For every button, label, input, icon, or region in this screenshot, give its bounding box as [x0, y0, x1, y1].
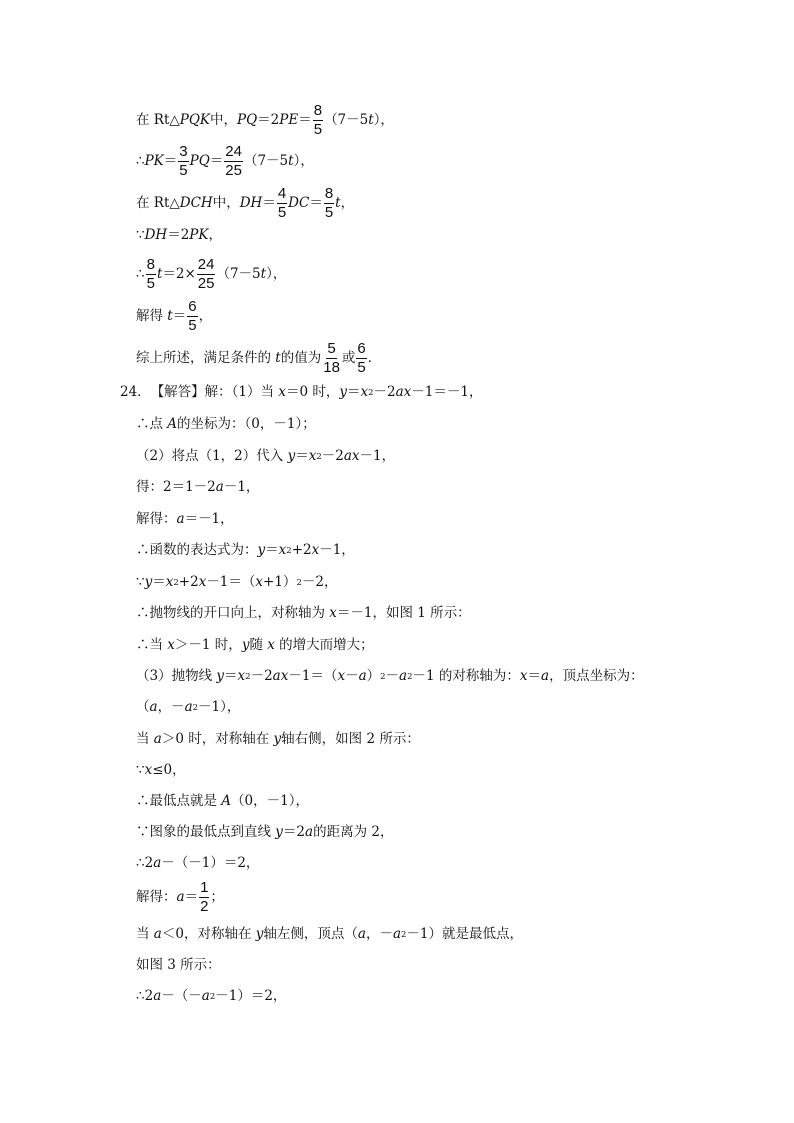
math-var: x [360, 384, 369, 400]
text: 随 [249, 637, 268, 653]
text: +2 [178, 574, 199, 590]
text: －2 [250, 668, 273, 684]
denominator: 5 [146, 274, 155, 292]
text: ＞0 时，对称轴在 [161, 731, 274, 747]
math-var: ax [395, 384, 412, 400]
denominator: 25 [197, 274, 215, 292]
text: ＝2 [282, 824, 306, 840]
denominator: 5 [188, 316, 197, 334]
fraction [187, 299, 197, 334]
exponent: 2 [401, 929, 407, 940]
math-var: x [144, 762, 153, 778]
text: ∵图象的最低点到直线 [136, 824, 276, 840]
denominator: 25 [225, 161, 242, 179]
math-var: a [215, 479, 224, 495]
math-var: t [275, 349, 281, 366]
numerator: 8 [324, 185, 334, 202]
text: ＝ [527, 668, 542, 684]
math-var: a [176, 888, 185, 905]
exponent: 2 [173, 577, 179, 588]
math-var: x [308, 448, 317, 464]
math-var: x [198, 574, 207, 590]
text: ＝2× [162, 265, 196, 282]
text: ∴点 [136, 416, 168, 432]
text: －2， [301, 574, 338, 590]
solution24-line-14 [136, 795, 309, 809]
text: 的坐标为：（0，－1）； [177, 416, 316, 432]
text: －1＝－1， [411, 384, 483, 400]
math-var: y [255, 926, 264, 942]
exponent: 2 [368, 387, 374, 398]
denominator: 2 [200, 897, 209, 915]
text: ，－ [365, 926, 393, 942]
text: ∴ [136, 152, 145, 169]
math-var: x [329, 605, 337, 621]
text: ∵ [136, 762, 145, 778]
fraction [324, 186, 334, 221]
text: ＝ [163, 152, 178, 169]
math-var: PQ [237, 111, 258, 128]
text: 当 [136, 731, 154, 747]
text: 的距离为 2， [313, 824, 394, 840]
fraction [356, 341, 366, 376]
text: － [345, 668, 359, 684]
solution23-line-6 [136, 299, 212, 334]
math-var: y [275, 824, 283, 840]
math-var: ax [343, 448, 360, 464]
solution24-line-2 [136, 418, 316, 432]
math-var: t [288, 152, 294, 169]
text: ＝2 [167, 227, 190, 243]
text: 解得 [136, 307, 168, 324]
math-var: x [278, 384, 286, 400]
solution24-line-9 [136, 639, 374, 653]
exponent: 2 [316, 451, 322, 462]
text: ∵ [136, 574, 145, 590]
text: ∵ [136, 227, 145, 243]
solution24-line-15 [136, 826, 393, 840]
math-var: a [201, 988, 210, 1004]
text: 得：2＝1－2 [136, 479, 216, 495]
text: 在 Rt△ [136, 194, 180, 211]
exponent: 2 [245, 671, 251, 682]
exponent: 2 [380, 671, 386, 682]
solution23-line-2 [136, 144, 314, 179]
text: 当 [136, 926, 154, 942]
text: ＝2 [257, 111, 280, 128]
solution24-line-19 [136, 959, 221, 973]
text: （2）将点（1，2）代入 [136, 448, 288, 464]
text: 解得： [136, 511, 177, 527]
solution24-line-5 [136, 513, 234, 527]
text: 轴左侧，顶点（ [263, 926, 358, 942]
text: －1）＝2， [215, 988, 287, 1004]
math-var: t [260, 265, 267, 282]
exponent: 2 [209, 991, 216, 1002]
denominator: 5 [313, 120, 323, 138]
text: ＝－1，如图 1 所示： [336, 605, 471, 621]
text: ＜0，对称轴在 [161, 926, 256, 942]
text: （ [136, 699, 150, 715]
math-var: a [153, 988, 162, 1004]
solution23-line-3 [136, 186, 354, 221]
math-var: DH [239, 194, 263, 211]
numerator: 24 [197, 256, 215, 273]
text: －1＝（ [288, 668, 338, 684]
text: ＝0 时， [285, 384, 340, 400]
math-var: x [519, 668, 528, 684]
text: ＝ [152, 574, 166, 590]
math-var: PQ [189, 152, 210, 169]
math-var: x [255, 574, 264, 590]
math-var: y [257, 542, 266, 558]
text: 在 Rt△ [136, 111, 180, 128]
text: ＝－1， [184, 511, 234, 527]
math-var: t [335, 194, 341, 211]
solution24-line-7 [136, 576, 337, 590]
text: －（－ [161, 988, 202, 1004]
text: ，－ [157, 699, 185, 715]
text: ∴抛物线的开口向上，对称轴为 [136, 605, 330, 621]
math-var: x [267, 637, 275, 653]
text: +2 [291, 542, 312, 558]
text: －2 [321, 448, 344, 464]
text: －1）就是最低点， [406, 926, 524, 942]
text: ＝ [262, 194, 276, 211]
solution24-line-11 [136, 701, 240, 715]
fraction [197, 257, 216, 292]
solution24-line-12 [136, 733, 420, 747]
text: 的值为 [280, 349, 322, 366]
solution24-line-16 [136, 857, 259, 871]
denominator: 5 [277, 203, 287, 221]
text: －2 [373, 384, 396, 400]
text: 轴右侧，如图 2 所示： [281, 731, 420, 747]
text: （7－5 [324, 111, 369, 128]
math-var: x [278, 542, 287, 558]
text: ＝ [309, 194, 323, 211]
fraction [277, 186, 287, 221]
denominator: 5 [179, 161, 188, 179]
math-var: PK [189, 227, 209, 243]
text: －1＝（ [206, 574, 256, 590]
denominator: 5 [357, 358, 366, 376]
fraction [224, 144, 243, 179]
math-var: a [176, 511, 185, 527]
numerator: 4 [277, 185, 287, 202]
fraction [313, 103, 323, 138]
text: 解得： [136, 888, 177, 905]
math-var: DC [288, 194, 310, 211]
text: ∴最低点就是 [136, 793, 222, 809]
text: ）， [373, 111, 394, 128]
numerator: 3 [179, 143, 188, 160]
math-var: t [156, 265, 163, 282]
text: ； [210, 888, 224, 905]
text: 如图 3 所示： [136, 957, 221, 973]
math-var: DCH [179, 194, 213, 211]
math-var: a [358, 668, 367, 684]
text: －1， [359, 448, 396, 464]
solution24-line-6 [136, 544, 355, 558]
math-var: y [144, 574, 153, 590]
text: （0，－1）， [231, 793, 309, 809]
text: ＝ [172, 307, 187, 324]
math-var: A [167, 416, 178, 432]
numerator: 24 [225, 143, 242, 160]
math-var: DH [144, 227, 168, 243]
math-var: x [237, 668, 246, 684]
text: ） [366, 668, 381, 684]
text: ）， [293, 152, 314, 169]
math-var: a [305, 824, 314, 840]
text: ∴2 [136, 855, 154, 871]
math-var: a [357, 926, 366, 942]
solution24-line-17 [136, 880, 224, 915]
math-var: y [339, 384, 347, 400]
text: ， [208, 227, 222, 243]
solution24-line-20 [136, 990, 286, 1004]
text: ， [340, 194, 355, 211]
text: （7－5 [216, 265, 261, 282]
math-var: A [221, 793, 232, 809]
solution24-line-10 [136, 670, 644, 684]
math-var: t [368, 111, 374, 128]
text: ≤0， [152, 762, 186, 778]
math-var: a [149, 699, 158, 715]
exponent: 2 [192, 702, 199, 713]
solution24-line-4 [136, 481, 259, 495]
math-var: x [167, 637, 175, 653]
text: ）， [266, 265, 287, 282]
exponent: 2 [286, 545, 292, 556]
text: ＝ [346, 384, 361, 400]
text: ∴当 [136, 637, 168, 653]
math-var: ax [272, 668, 289, 684]
math-var: y [216, 668, 225, 684]
solution24-line-13 [136, 764, 186, 778]
text: ，顶点坐标为： [549, 668, 644, 684]
text: ＞－1 时， [174, 637, 242, 653]
text: ＝ [265, 542, 279, 558]
text: 或 [341, 349, 356, 366]
numerator: 8 [146, 256, 155, 273]
text: －1， [319, 542, 355, 558]
numerator: 1 [200, 879, 209, 896]
math-var: x [165, 574, 174, 590]
text: +1） [263, 574, 297, 590]
text: （7－5 [243, 152, 289, 169]
solution23-line-5 [136, 257, 286, 292]
math-var: a [184, 699, 193, 715]
solution24-line-1 [120, 386, 482, 400]
text: 中， [212, 194, 240, 211]
solution24-line-8 [136, 607, 471, 621]
numerator: 6 [188, 298, 197, 315]
solution24-line-3 [136, 450, 395, 464]
denominator: 18 [323, 358, 340, 376]
solution23-line-4 [136, 229, 222, 243]
math-var: a [541, 668, 550, 684]
math-var: t [167, 307, 173, 324]
math-var: PQK [179, 111, 211, 128]
text: ∴2 [136, 988, 154, 1004]
solution23-line-7 [136, 341, 381, 376]
math-var: y [241, 637, 250, 653]
denominator: 5 [324, 203, 334, 221]
text: － [385, 668, 400, 684]
math-var: a [399, 668, 408, 684]
text: ＝ [209, 152, 224, 169]
numerator: 6 [357, 340, 366, 357]
math-var: PE [279, 111, 299, 128]
text: －（－1）＝2， [161, 855, 260, 871]
numerator: 5 [327, 340, 336, 357]
text: ∴ [136, 265, 145, 282]
text: 的增大而增大； [274, 637, 374, 653]
text: 【解答】解：（1）当 [150, 384, 279, 400]
fraction [146, 257, 156, 292]
math-var: y [273, 731, 282, 747]
text: ＝ [295, 448, 309, 464]
text: ∴函数的表达式为： [136, 542, 258, 558]
exponent: 2 [296, 577, 302, 588]
solution23-line-1 [136, 103, 394, 138]
text: （3）抛物线 [136, 668, 217, 684]
text: ． [367, 349, 382, 366]
math-var: x [337, 668, 346, 684]
text: 中， [210, 111, 238, 128]
text: ＝ [184, 888, 199, 905]
math-var: x [311, 542, 320, 558]
math-var: a [153, 855, 162, 871]
fraction [322, 341, 341, 376]
text: ， [198, 307, 213, 324]
text: ＝ [298, 111, 312, 128]
fraction [178, 144, 188, 179]
solution24-line-18 [136, 928, 523, 942]
text: －1 的对称轴为： [412, 668, 520, 684]
text: 综上所述，满足条件的 [136, 349, 276, 366]
exponent: 2 [407, 671, 413, 682]
math-var: y [287, 448, 296, 464]
question-number: 24． [120, 384, 151, 400]
math-var: a [392, 926, 402, 942]
math-var: PK [144, 152, 164, 169]
text: －1， [223, 479, 260, 495]
text: ＝ [224, 668, 238, 684]
math-var: a [153, 731, 162, 747]
text: －1）， [198, 699, 241, 715]
numerator: 8 [313, 102, 323, 119]
math-var: a [153, 926, 162, 942]
fraction [199, 880, 209, 915]
